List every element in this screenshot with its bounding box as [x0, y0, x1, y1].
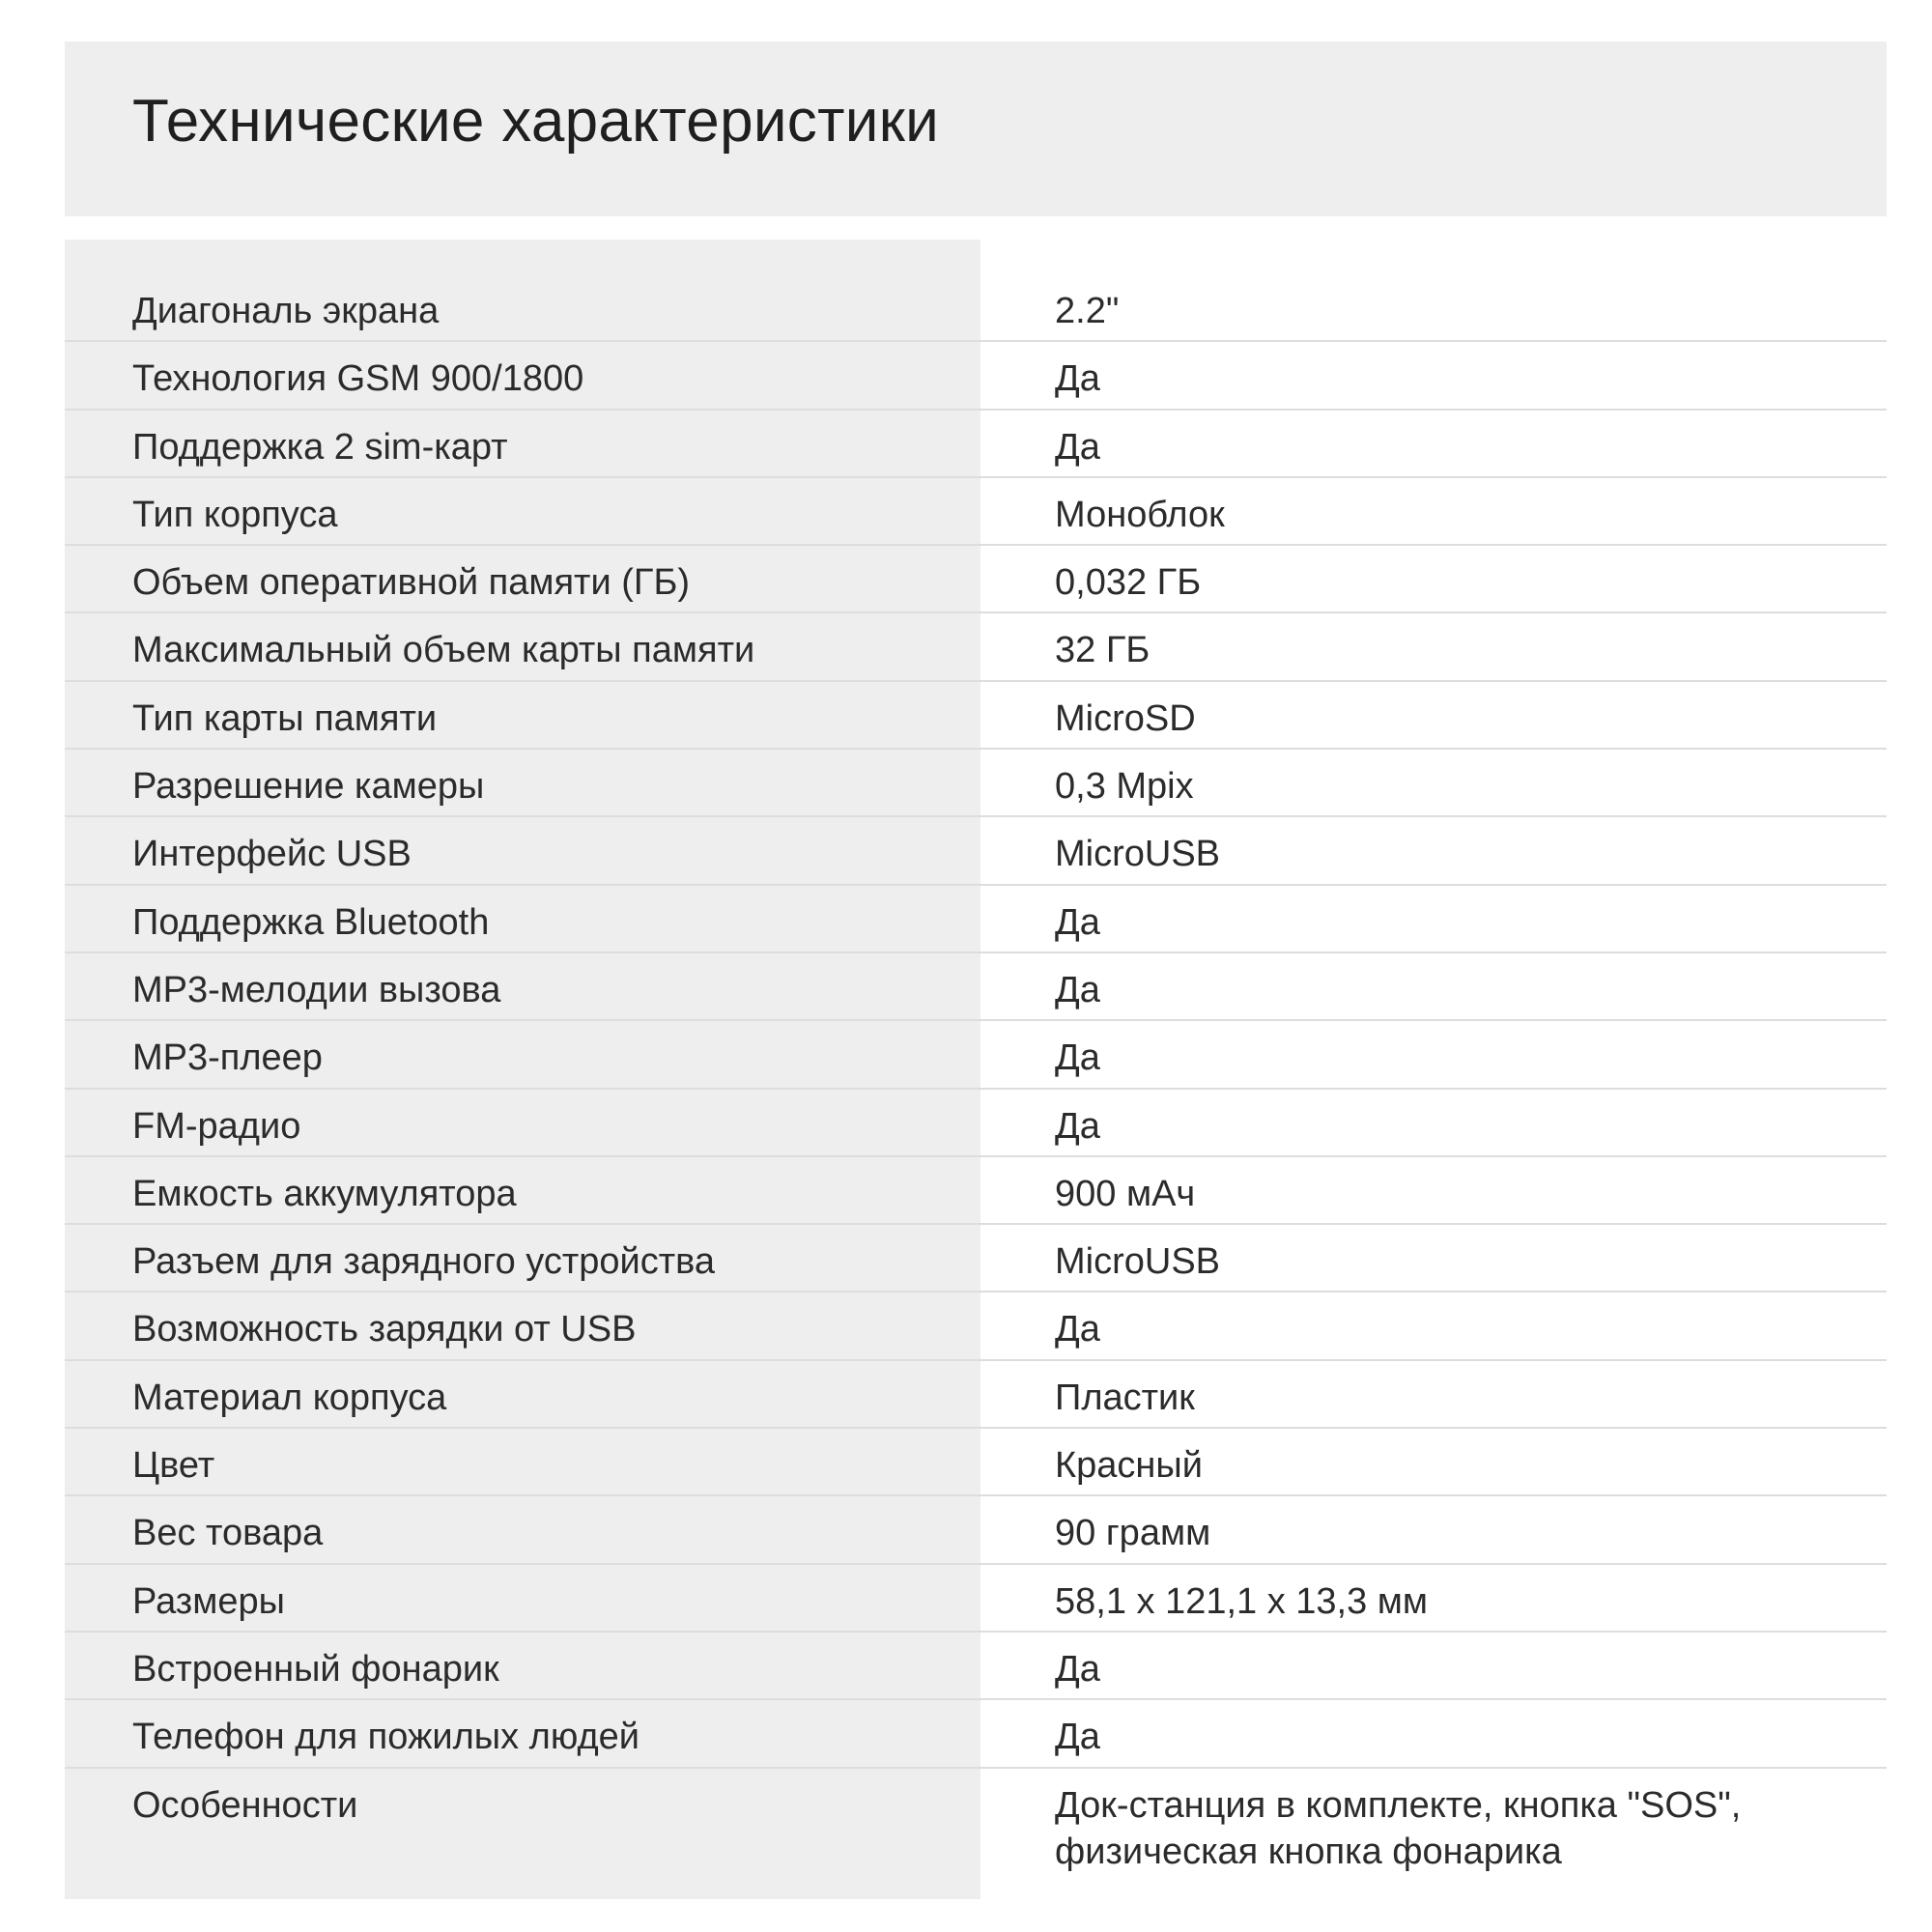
- spec-label: Разрешение камеры: [132, 766, 485, 808]
- spec-row: [65, 1021, 1887, 1089]
- spec-label: Размеры: [132, 1580, 285, 1622]
- spec-row: [65, 1293, 1887, 1360]
- spec-value: 0,032 ГБ: [1055, 562, 1202, 604]
- spec-row: [65, 478, 1887, 546]
- spec-row: [65, 1700, 1887, 1768]
- spec-value: Моноблок: [1055, 494, 1225, 535]
- spec-label: Телефон для пожилых людей: [132, 1717, 640, 1758]
- spec-row: [65, 817, 1887, 885]
- spec-row: [65, 1157, 1887, 1225]
- spec-row: [65, 411, 1887, 478]
- spec-row: [65, 886, 1887, 953]
- spec-row: [65, 546, 1887, 613]
- spec-label: Поддержка Bluetooth: [132, 901, 490, 943]
- spec-header: [65, 42, 1887, 216]
- spec-row: [65, 1496, 1887, 1564]
- spec-row: [65, 682, 1887, 750]
- spec-rows: [65, 274, 1887, 1894]
- spec-value: Да: [1055, 901, 1100, 943]
- spec-row: [65, 274, 1887, 342]
- spec-row: [65, 342, 1887, 410]
- spec-label: Возможность зарядки от USB: [132, 1309, 637, 1350]
- spec-label: Интерфейс USB: [132, 834, 412, 875]
- spec-label: Технология GSM 900/1800: [132, 358, 584, 400]
- page-title: Технические характеристики: [132, 88, 940, 155]
- spec-value: MicroSD: [1055, 697, 1196, 739]
- spec-row: [65, 953, 1887, 1021]
- spec-label: Поддержка 2 sim-карт: [132, 426, 508, 468]
- spec-value: MicroUSB: [1055, 834, 1221, 875]
- spec-value: 900 мАч: [1055, 1173, 1196, 1214]
- spec-value: Да: [1055, 969, 1100, 1010]
- spec-value: 0,3 Mpix: [1055, 766, 1194, 808]
- spec-value: Да: [1055, 1037, 1100, 1079]
- spec-label: Цвет: [132, 1445, 215, 1487]
- spec-label: Встроенный фонарик: [132, 1648, 499, 1690]
- spec-value: Красный: [1055, 1445, 1203, 1487]
- spec-value: Да: [1055, 1309, 1100, 1350]
- spec-value: 32 ГБ: [1055, 630, 1151, 671]
- spec-value: Да: [1055, 1717, 1100, 1758]
- spec-row: [65, 1429, 1887, 1496]
- spec-label: Объем оперативной памяти (ГБ): [132, 562, 691, 604]
- spec-label: Разъем для зарядного устройства: [132, 1241, 716, 1283]
- spec-value: 2.2": [1055, 291, 1120, 331]
- spec-value: Да: [1055, 1105, 1100, 1147]
- spec-row: [65, 1361, 1887, 1429]
- spec-label: Тип корпуса: [132, 494, 338, 535]
- spec-value: 90 грамм: [1055, 1513, 1211, 1554]
- spec-value: MicroUSB: [1055, 1241, 1221, 1283]
- spec-row: [65, 1565, 1887, 1633]
- spec-row: [65, 1090, 1887, 1157]
- spec-row: [65, 1225, 1887, 1293]
- spec-label: FM-радио: [132, 1105, 301, 1147]
- spec-row: [65, 613, 1887, 681]
- spec-row: [65, 1633, 1887, 1700]
- spec-row: [65, 1769, 1887, 1894]
- spec-row: [65, 750, 1887, 817]
- spec-label: MP3-плеер: [132, 1037, 323, 1079]
- spec-value: Док-станция в комплекте, кнопка "SOS", физическая кнопка фонарика: [1055, 1784, 1742, 1872]
- spec-value: 58,1 х 121,1 х 13,3 мм: [1055, 1580, 1429, 1622]
- spec-label: Диагональ экрана: [132, 291, 440, 331]
- spec-value: Да: [1055, 1648, 1100, 1690]
- spec-value: Пластик: [1055, 1377, 1195, 1418]
- spec-label: Особенности: [132, 1784, 358, 1826]
- spec-label: Материал корпуса: [132, 1377, 447, 1418]
- spec-table: [65, 240, 1887, 1899]
- spec-value: Да: [1055, 358, 1100, 400]
- spec-label: Вес товара: [132, 1513, 324, 1554]
- spec-label: Максимальный объем карты памяти: [132, 630, 755, 671]
- spec-label: Тип карты памяти: [132, 697, 438, 739]
- spec-label: Емкость аккумулятора: [132, 1173, 517, 1214]
- spec-value: Да: [1055, 426, 1100, 468]
- spec-label: MP3-мелодии вызова: [132, 969, 501, 1010]
